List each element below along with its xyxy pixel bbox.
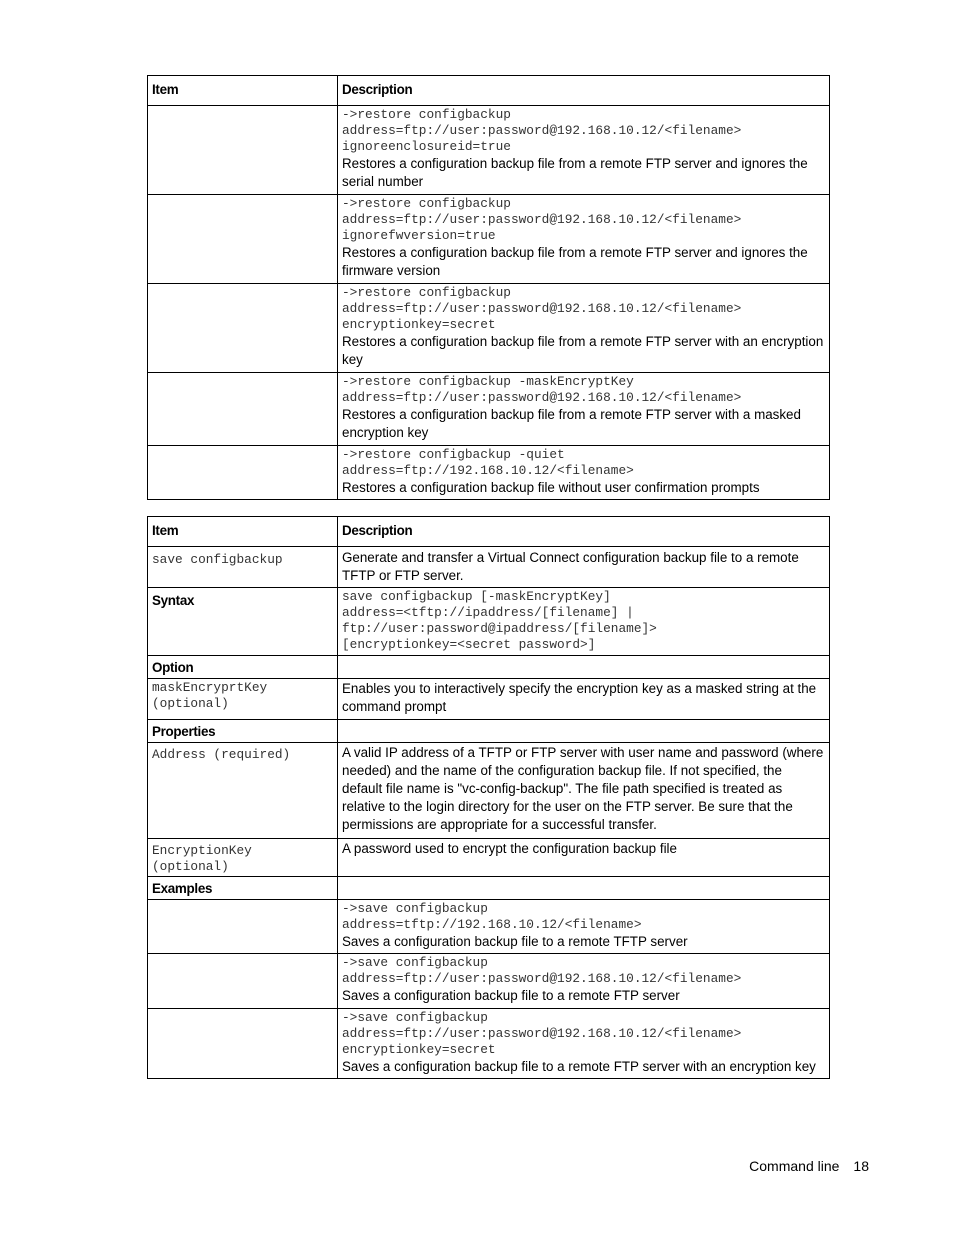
command-text: ->restore configbackup -maskEncryptKey address=ftp://user:password@192.168.10.12/<filename>: [342, 374, 742, 405]
option-name: maskEncryprtKey (optional): [152, 680, 268, 711]
syntax-text: save configbackup [-maskEncryptKey] address=<tftp://ipaddress/[filename] | ftp://user:password@ipaddress/[filename]> [encryptionkey=<secret password>]: [342, 589, 657, 652]
section-row: [148, 877, 830, 900]
examples-label: Examples: [148, 877, 338, 900]
property-description: A valid IP address of a TFTP or FTP server with user name and password (where needed) and the name of the configuration backup file. If not specified, the default file name is "vc-config-backup". The file path specified is treated as relative to the login directory for the user on the FTP server. Be sure that the permissions are appropriate for a successful transfer.: [342, 745, 824, 832]
property-name: Address (required): [152, 747, 291, 762]
option-label: Option: [148, 656, 338, 679]
description-text: Restores a configuration backup file without user confirmation prompts: [342, 480, 760, 495]
table-row: [148, 446, 830, 500]
footer-section: Command line: [749, 1158, 840, 1174]
command-text: ->save configbackup address=ftp://user:password@192.168.10.12/<filename>: [342, 955, 742, 986]
command-text: ->restore configbackup address=ftp://user:password@192.168.10.12/<filename> ignoreenclosureid=true: [342, 107, 742, 154]
table-row: [148, 373, 830, 446]
command-text: ->restore configbackup -quiet address=ftp://192.168.10.12/<filename>: [342, 447, 634, 478]
header-description: Description: [338, 517, 830, 547]
table-row: [148, 195, 830, 284]
description-text: Restores a configuration backup file from a remote FTP server and ignores the firmware version: [342, 245, 808, 278]
command-text: ->save configbackup address=ftp://user:password@192.168.10.12/<filename> encryptionkey=secret: [342, 1010, 742, 1057]
description-text: Restores a configuration backup file from a remote FTP server and ignores the serial number: [342, 156, 808, 189]
section-row: [148, 656, 830, 679]
table-header-row: [148, 76, 830, 106]
property-row: [148, 839, 830, 877]
command-text: ->restore configbackup address=ftp://user:password@192.168.10.12/<filename> encryptionkey=secret: [342, 285, 742, 332]
description-text: Saves a configuration backup file to a remote TFTP server: [342, 934, 688, 949]
save-configbackup-table: [147, 516, 830, 1079]
table-row: [148, 900, 830, 954]
page-footer: [749, 1158, 869, 1174]
property-name: EncryptionKey (optional): [152, 843, 252, 874]
option-row: [148, 679, 830, 720]
option-description: Enables you to interactively specify the encryption key as a masked string at the command prompt: [342, 681, 817, 714]
restore-examples-table: [147, 75, 830, 500]
table-row: [148, 106, 830, 195]
description-text: Restores a configuration backup file from a remote FTP server with an encryption key: [342, 334, 824, 367]
table-row: [148, 954, 830, 1009]
page-number: 18: [853, 1158, 869, 1174]
properties-label: Properties: [148, 720, 338, 743]
command-text: ->restore configbackup address=ftp://user:password@192.168.10.12/<filename> ignorefwversion=true: [342, 196, 742, 243]
description-text: Restores a configuration backup file from a remote FTP server with a masked encryption key: [342, 407, 801, 440]
header-description: Description: [338, 76, 830, 106]
command-name: save configbackup: [152, 552, 283, 567]
property-description: A password used to encrypt the configuration backup file: [342, 841, 677, 856]
description-text: Saves a configuration backup file to a remote FTP server: [342, 988, 680, 1003]
table-row: [148, 284, 830, 373]
command-row: [148, 547, 830, 588]
header-item: Item: [148, 76, 338, 106]
property-row: [148, 743, 830, 839]
description-text: Saves a configuration backup file to a remote FTP server with an encryption key: [342, 1059, 816, 1074]
syntax-label: Syntax: [148, 588, 338, 656]
header-item: Item: [148, 517, 338, 547]
command-text: ->save configbackup address=tftp://192.168.10.12/<filename>: [342, 901, 642, 932]
table-header-row: [148, 517, 830, 547]
command-description: Generate and transfer a Virtual Connect configuration backup file to a remote TFTP or FTP server.: [342, 550, 799, 583]
syntax-row: [148, 588, 830, 656]
table-row: [148, 1009, 830, 1079]
section-row: [148, 720, 830, 743]
